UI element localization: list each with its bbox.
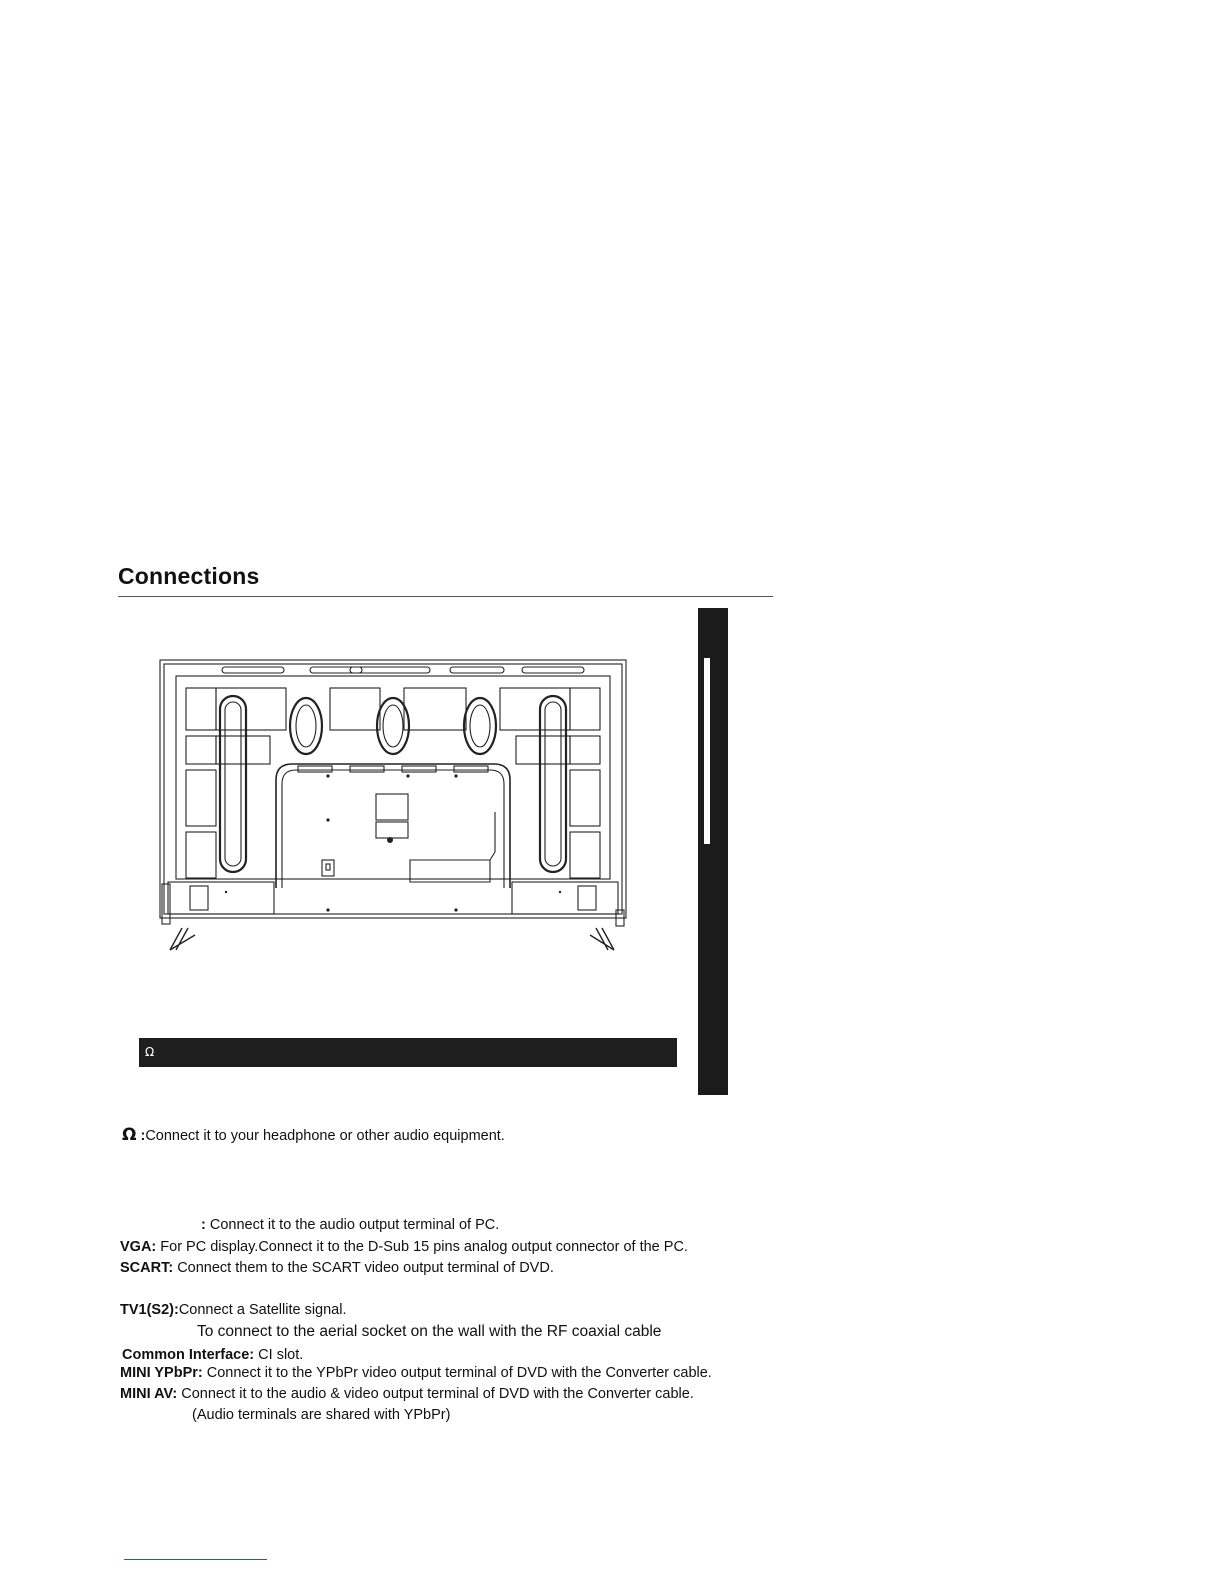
headphone-icon: Ω [122,1125,137,1145]
tv1-description: TV1(S2):Connect a Satellite signal. [120,1302,347,1318]
common-interface-description: Common Interface: CI slot. [122,1347,304,1363]
mini-av-description: MINI AV: Connect it to the audio & video output terminal of DVD with the Converter cable. [120,1386,694,1402]
side-tab-bar [698,608,728,1095]
footer-divider [124,1559,267,1560]
side-tab-strip [704,658,710,844]
vga-description: VGA: For PC display.Connect it to the D-Sub 15 pins analog output connector of the PC. [120,1239,688,1255]
aerial-description: To connect to the aerial socket on the wall with the RF coaxial cable [197,1323,662,1340]
section-title: Connections [118,563,260,589]
connector-legend-band [139,1038,677,1067]
mini-ypbpr-description: MINI YPbPr: Connect it to the YPbPr video output terminal of DVD with the Converter cable. [120,1365,712,1381]
headphone-icon: Ω [145,1045,155,1059]
scart-description: SCART: Connect them to the SCART video output terminal of DVD. [120,1260,554,1276]
title-divider [118,596,773,597]
mini-av-note: (Audio terminals are shared with YPbPr) [192,1407,451,1423]
tv-rear-panel-illustration [150,652,640,960]
headphone-description: Ω :Connect it to your headphone or other audio equipment. [122,1125,505,1145]
pc-audio-description: : Connect it to the audio output terminal of PC. [201,1217,500,1233]
